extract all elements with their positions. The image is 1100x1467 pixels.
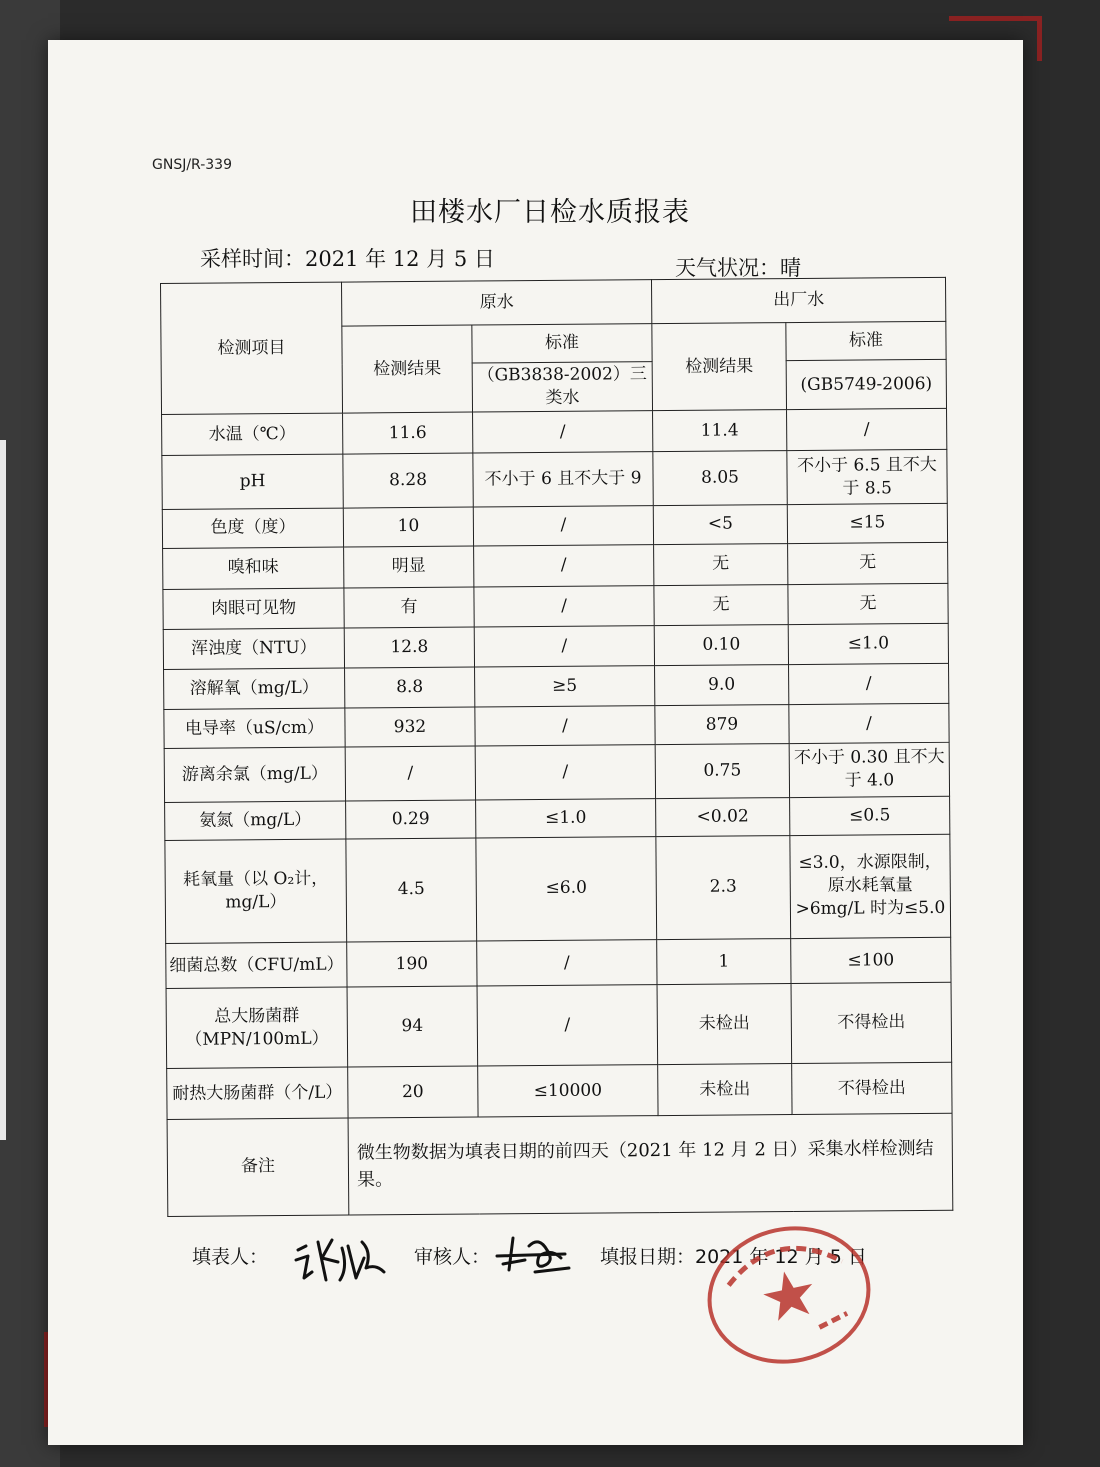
table-row [164, 663, 949, 709]
row-out-standard: ≤1.0 [788, 623, 948, 664]
row-out-result: 9.0 [655, 665, 789, 706]
row-raw-result: 有 [344, 587, 474, 628]
row-raw-result: 8.8 [345, 667, 475, 708]
row-item: 耐热大肠菌群（个/L） [167, 1067, 348, 1119]
row-raw-result: 94 [347, 986, 478, 1067]
background-edge [0, 440, 6, 1140]
row-out-standard: 无 [788, 542, 948, 584]
water-quality-table [160, 277, 953, 1217]
reviewer-label: 审核人： [414, 1246, 491, 1268]
row-raw-standard: ≥5 [475, 666, 655, 708]
row-item: 游离余氯（mg/L） [164, 747, 345, 802]
row-out-result: <5 [653, 504, 787, 544]
row-out-standard: / [787, 409, 947, 451]
row-out-result: 无 [654, 543, 788, 585]
table-row [163, 542, 948, 589]
official-seal-stamp [702, 1215, 877, 1375]
row-raw-result: 8.28 [343, 453, 473, 507]
row-out-result: 未检出 [658, 1064, 792, 1115]
row-raw-standard: 不小于 6 且不大于 9 [473, 452, 653, 507]
row-item: pH [162, 454, 343, 509]
remark-label: 备注 [167, 1118, 349, 1217]
row-item: 总大肠菌群（MPN/100mL） [166, 987, 348, 1069]
row-raw-result: 190 [347, 941, 477, 987]
header-out-standard-name: (GB5749-2006) [786, 360, 946, 410]
row-out-standard: ≤15 [787, 503, 947, 543]
row-raw-standard: / [474, 585, 654, 627]
header-out-result: 检测结果 [652, 323, 787, 411]
header-raw-water: 原水 [341, 280, 651, 327]
row-raw-standard: / [473, 505, 653, 546]
row-out-standard: ≤0.5 [790, 796, 950, 835]
row-item: 色度（度） [162, 508, 343, 549]
row-item: 浑浊度（NTU） [163, 628, 344, 670]
row-out-result: 0.10 [654, 625, 788, 666]
row-item: 耗氧量（以 O₂计，mg/L） [165, 839, 347, 944]
table-row [164, 704, 949, 749]
row-out-standard: / [789, 663, 949, 704]
table-row [164, 743, 949, 802]
table-row [165, 834, 951, 944]
row-out-standard: 不小于 6.5 且不大于 8.5 [787, 450, 947, 504]
row-raw-standard: / [477, 985, 658, 1067]
row-raw-standard: / [475, 745, 655, 800]
row-raw-result: 明显 [344, 546, 474, 588]
row-raw-result: 4.5 [346, 838, 477, 942]
row-raw-standard: / [474, 544, 654, 587]
row-out-result: 8.05 [653, 451, 787, 505]
document-code: GNSJ/R-339 [152, 157, 232, 173]
weather: 天气状况：晴 [675, 256, 801, 280]
row-out-result: 未检出 [657, 984, 792, 1065]
row-raw-standard: / [473, 411, 653, 454]
header-row-1 [161, 277, 946, 327]
row-raw-result: 10 [343, 507, 473, 547]
row-raw-result: 11.6 [343, 412, 473, 454]
table-row [165, 796, 950, 840]
row-item: 氨氮（mg/L） [165, 801, 346, 841]
row-raw-standard: / [475, 706, 655, 747]
header-item: 检测项目 [161, 282, 343, 415]
row-out-result: <0.02 [656, 797, 790, 836]
remark-text: 微生物数据为填表日期的前四天（2021 年 12 月 2 日）采集水样检测结果。 [348, 1113, 953, 1215]
table-row [163, 623, 948, 669]
row-out-result: 0.75 [655, 744, 789, 798]
row-out-result: 无 [654, 584, 788, 625]
row-out-result: 2.3 [656, 835, 791, 939]
row-item: 细菌总数（CFU/mL） [166, 942, 347, 989]
row-raw-result: / [345, 746, 475, 800]
remark-row [167, 1113, 953, 1217]
header-raw-standard-name: （GB3838-2002）三类水 [472, 362, 652, 412]
filler-label: 填表人： [192, 1246, 269, 1268]
header-out-water: 出厂水 [651, 277, 945, 323]
row-out-standard: 不得检出 [791, 982, 952, 1064]
table-row [167, 1063, 952, 1119]
row-out-standard: 无 [788, 583, 948, 624]
row-item: 嗅和味 [163, 547, 344, 590]
row-out-standard: 不得检出 [792, 1063, 952, 1114]
table-row [166, 937, 951, 988]
row-out-standard: 不小于 0.30 且不大于 4.0 [789, 743, 949, 797]
row-item: 水温（℃） [162, 413, 343, 456]
row-out-result: 879 [655, 705, 789, 745]
row-raw-standard: / [477, 940, 657, 987]
header-out-standard: 标准 [786, 321, 946, 360]
report-title: 田楼水厂日检水质报表 [410, 197, 690, 228]
table-row [162, 503, 947, 548]
row-item: 电导率（uS/cm） [164, 708, 345, 749]
row-raw-result: 20 [348, 1066, 478, 1117]
header-raw-standard: 标准 [472, 324, 652, 364]
row-out-standard: ≤3.0，水源限制，原水耗氧量>6mg/L 时为≤5.0 [790, 834, 951, 939]
filler-signature [292, 1228, 392, 1288]
reviewer-signature [495, 1232, 575, 1277]
row-out-result: 11.4 [653, 410, 787, 452]
row-out-result: 1 [657, 939, 791, 985]
row-out-standard: / [789, 704, 949, 744]
row-raw-standard: ≤1.0 [476, 798, 656, 838]
row-raw-standard: ≤6.0 [476, 836, 657, 941]
table-row [162, 450, 947, 509]
row-raw-standard: ≤10000 [478, 1065, 658, 1117]
row-item: 肉眼可见物 [163, 588, 344, 630]
row-raw-result: 0.29 [346, 800, 476, 839]
row-item: 溶解氧（mg/L） [164, 668, 345, 710]
row-raw-result: 932 [345, 707, 475, 747]
row-out-standard: ≤100 [791, 937, 951, 983]
table-row [163, 583, 948, 629]
fill-date: 填报日期：2021 年 12 月 5 日 [600, 1246, 867, 1268]
row-raw-standard: / [474, 626, 654, 668]
table-row [162, 409, 947, 456]
table-row [166, 982, 952, 1068]
header-raw-result: 检测结果 [342, 325, 473, 413]
row-raw-result: 12.8 [344, 627, 474, 668]
sample-time: 采样时间：2021 年 12 月 5 日 [200, 247, 495, 271]
